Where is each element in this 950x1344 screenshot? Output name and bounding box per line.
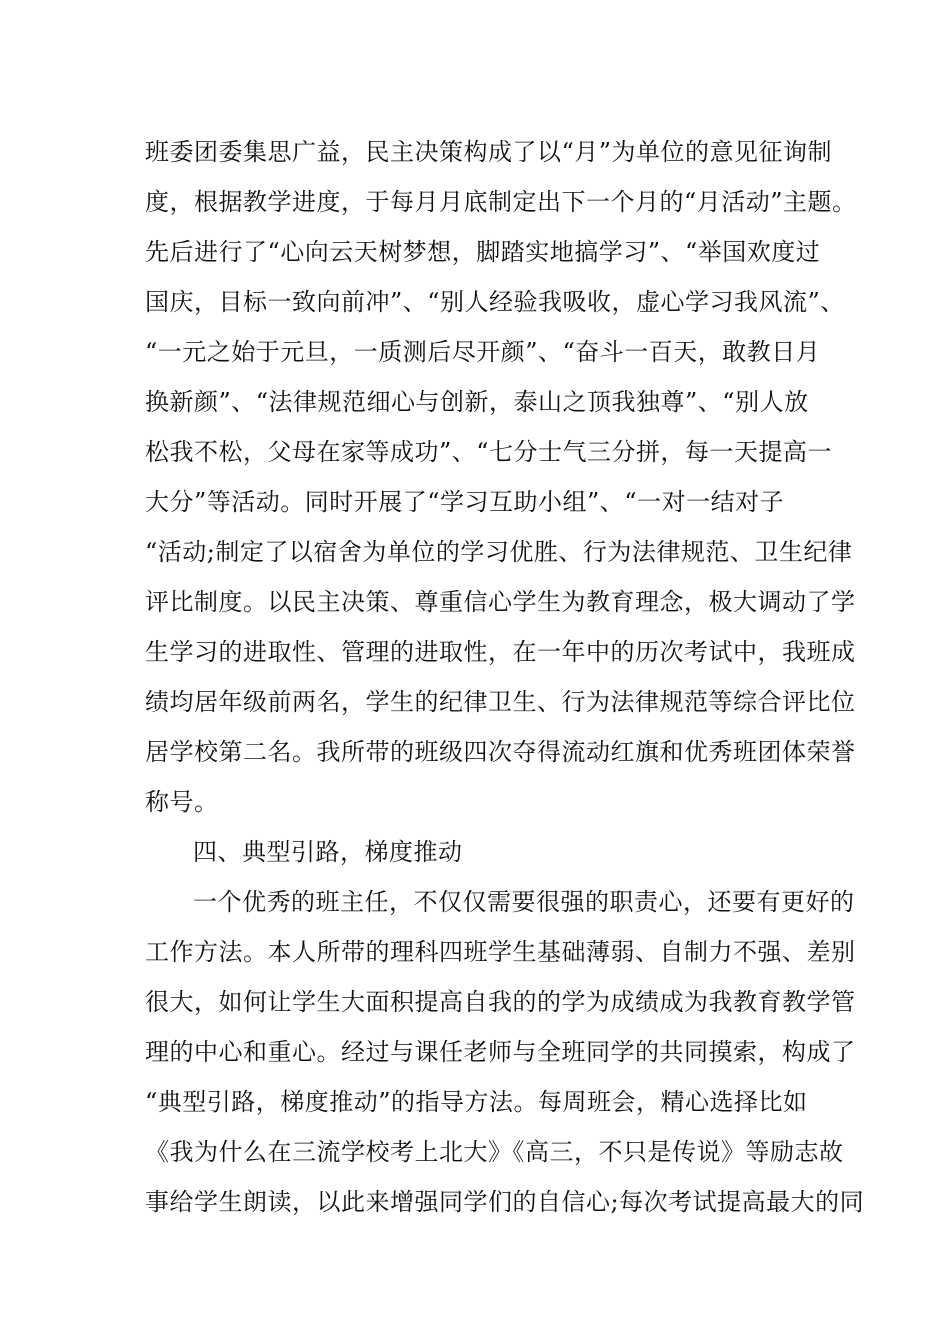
text-line: 度，根据教学进度，于每月月底制定出下一个月的“月活动”主题。	[145, 188, 857, 216]
text-line: 很大，如何让学生大面积提高自我的的学为成绩成为我教育教学管	[145, 988, 856, 1016]
text-line: 事给学生朗读，以此来增强同学们的自信心;每次考试提高最大的同	[145, 1188, 865, 1216]
text-line: 一个优秀的班主任，不仅仅需要很强的职责心，还要有更好的	[193, 888, 855, 916]
text-line: 生学习的进取性、管理的进取性，在一年中的历次考试中，我班成	[145, 638, 856, 666]
text-line: 绩均居年级前两名，学生的纪律卫生、行为法律规范等综合评比位	[145, 688, 856, 716]
text-line: 大分”等活动。同时开展了“学习互助小组”、“一对一结对子	[145, 488, 785, 516]
text-line: “活动;制定了以宿舍为单位的学习优胜、行为法律规范、卫生纪律	[145, 538, 853, 566]
text-line: “一元之始于元旦，一质测后尽开颜”、“奋斗一百天，敢教日月	[145, 338, 821, 366]
section-heading: 四、典型引路，梯度推动	[193, 838, 463, 866]
text-line: 称号。	[145, 788, 219, 816]
text-line: 换新颜”、“法律规范细心与创新，泰山之顶我独尊”、“别人放	[145, 388, 809, 416]
text-line: 国庆，目标一致向前冲”、“别人经验我吸收，虚心学习我风流”、	[145, 288, 845, 316]
text-line: 班委团委集思广益，民主决策构成了以“月”为单位的意见征询制	[145, 138, 833, 166]
text-line: 工作方法。本人所带的理科四班学生基础薄弱、自制力不强、差别	[145, 938, 856, 966]
text-line: 居学校第二名。我所带的班级四次夺得流动红旗和优秀班团体荣誉	[145, 738, 856, 766]
text-line: 先后进行了“心向云天树梦想，脚踏实地搞学习”、“举国欢度过	[145, 238, 821, 266]
text-line: 松我不松，父母在家等成功”、“七分士气三分拼，每一天提高一	[145, 438, 833, 466]
text-line: “典型引路，梯度推动”的指导方法。每周班会，精心选择比如	[145, 1088, 808, 1116]
text-line: 理的中心和重心。经过与课任老师与全班同学的共同摸索，构成了	[145, 1038, 856, 1066]
text-line: 评比制度。以民主决策、尊重信心学生为教育理念，极大调动了学	[145, 588, 856, 616]
text-line: 《我为什么在三流学校考上北大》《高三，不只是传说》等励志故	[145, 1138, 844, 1166]
